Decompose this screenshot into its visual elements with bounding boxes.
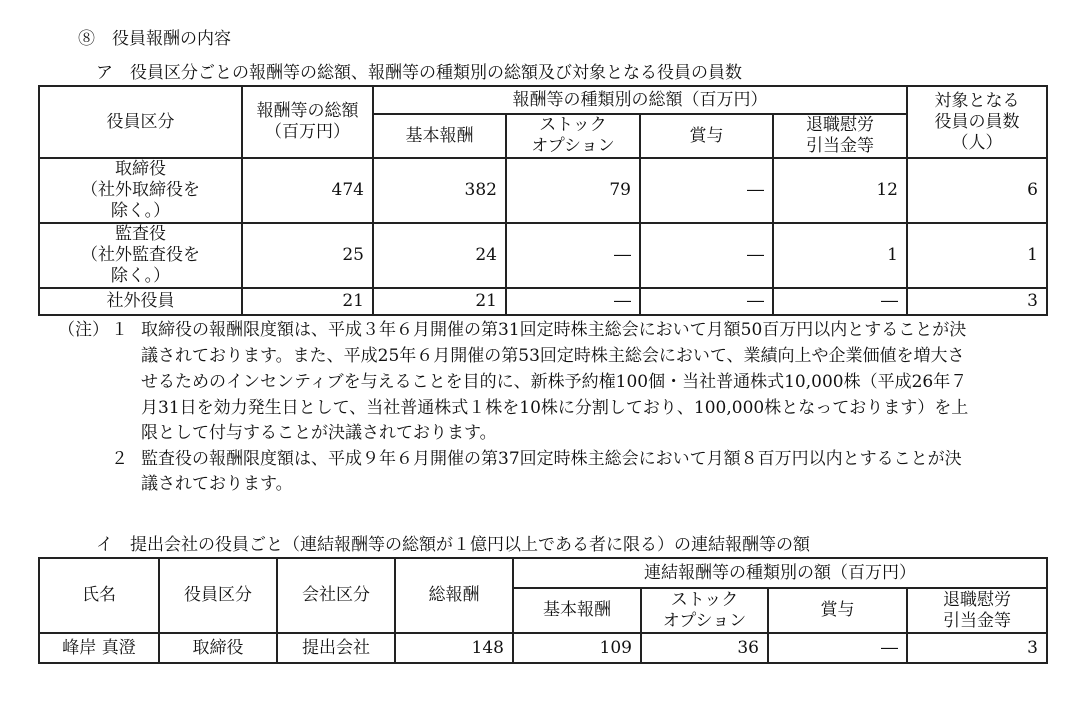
header-by-type: 連結報酬等の種類別の額（百万円） [513,558,1047,588]
cell-base: 382 [373,158,506,223]
header-by-type: 報酬等の種類別の総額（百万円） [373,86,907,114]
cell-name: 峰岸 真澄 [39,633,159,663]
header-total: 報酬等の総額 （百万円） [242,86,373,158]
table-row [39,158,1047,223]
cell-count: 6 [907,158,1047,223]
cell-stock: 79 [506,158,640,223]
header-base: 基本報酬 [373,114,506,158]
cell-stock: ― [506,288,640,315]
cell-stock: ― [506,223,640,288]
header-stock-option: ストック オプション [641,588,768,633]
note-1-line: 取締役の報酬限度額は、平成３年６月開催の第31回定時株主総会において月額50百万円以内とすることが決 [141,320,967,340]
individual-compensation-table [38,557,1048,664]
cell-stock: 36 [641,633,768,663]
note-2-line: 議されております。 [141,474,293,494]
cell-base: 24 [373,223,506,288]
cell-bonus: ― [640,223,773,288]
table-row [39,633,1047,663]
header-stock-option: ストック オプション [506,114,640,158]
cell-total: 25 [242,223,373,288]
cell-base: 109 [513,633,641,663]
cell-bonus: ― [768,633,907,663]
cell-bonus: ― [640,158,773,223]
row-label: 監査役 （社外監査役を 除く。） [39,223,242,288]
cell-retire: 3 [907,633,1047,663]
cell-base: 21 [373,288,506,315]
header-bonus: 賞与 [640,114,773,158]
cell-total: 21 [242,288,373,315]
note-1-line: 限として付与することが決議されております。 [141,423,497,443]
sub-a-heading: ア 役員区分ごとの報酬等の総額、報酬等の種類別の総額及び対象となる役員の員数 [96,63,742,83]
header-retirement: 退職慰労 引当金等 [773,114,907,158]
officer-compensation-table [38,85,1048,316]
cell-officer-category: 取締役 [159,633,277,663]
cell-retire: 1 [773,223,907,288]
header-count: 対象となる 役員の員数 （人） [907,86,1047,158]
cell-count: 3 [907,288,1047,315]
header-officer-category: 役員区分 [159,558,277,633]
note-1-line: せるためのインセンティブを与えることを目的に、新株予約権100個・当社普通株式10,000株（平成26年７ [141,372,968,392]
header-company-category: 会社区分 [277,558,395,633]
row-label: 取締役 （社外取締役を 除く。） [39,158,242,223]
note-1-line: 月31日を効力発生日として、当社普通株式１株を10株に分割しており、100,000株となっております）を上 [141,398,969,418]
row-label: 社外役員 [39,288,242,315]
cell-retire: 12 [773,158,907,223]
header-retirement: 退職慰労 引当金等 [907,588,1047,633]
header-officer-category: 役員区分 [39,86,242,158]
header-base: 基本報酬 [513,588,641,633]
cell-bonus: ― [640,288,773,315]
cell-retire: ― [773,288,907,315]
header-bonus: 賞与 [768,588,907,633]
cell-total: 148 [395,633,513,663]
note-2-line: 監査役の報酬限度額は、平成９年６月開催の第37回定時株主総会において月額８百万円以内とすることが決 [141,449,962,469]
cell-total: 474 [242,158,373,223]
header-name: 氏名 [39,558,159,633]
sub-i-heading: イ 提出会社の役員ごと（連結報酬等の総額が１億円以上である者に限る）の連結報酬等の額 [96,535,810,555]
note-1-number: １ [111,320,128,340]
table-row [39,223,1047,288]
cell-company-category: 提出会社 [277,633,395,663]
note-2-number: ２ [111,449,128,469]
header-total: 総報酬 [395,558,513,633]
note-1-line: 議されております。また、平成25年６月開催の第53回定時株主総会において、業績向上や企業価値を増大さ [141,346,965,366]
section-heading: ⑧ 役員報酬の内容 [78,29,231,49]
notes-prefix: （注） [58,320,109,340]
table-row [39,288,1047,315]
cell-count: 1 [907,223,1047,288]
